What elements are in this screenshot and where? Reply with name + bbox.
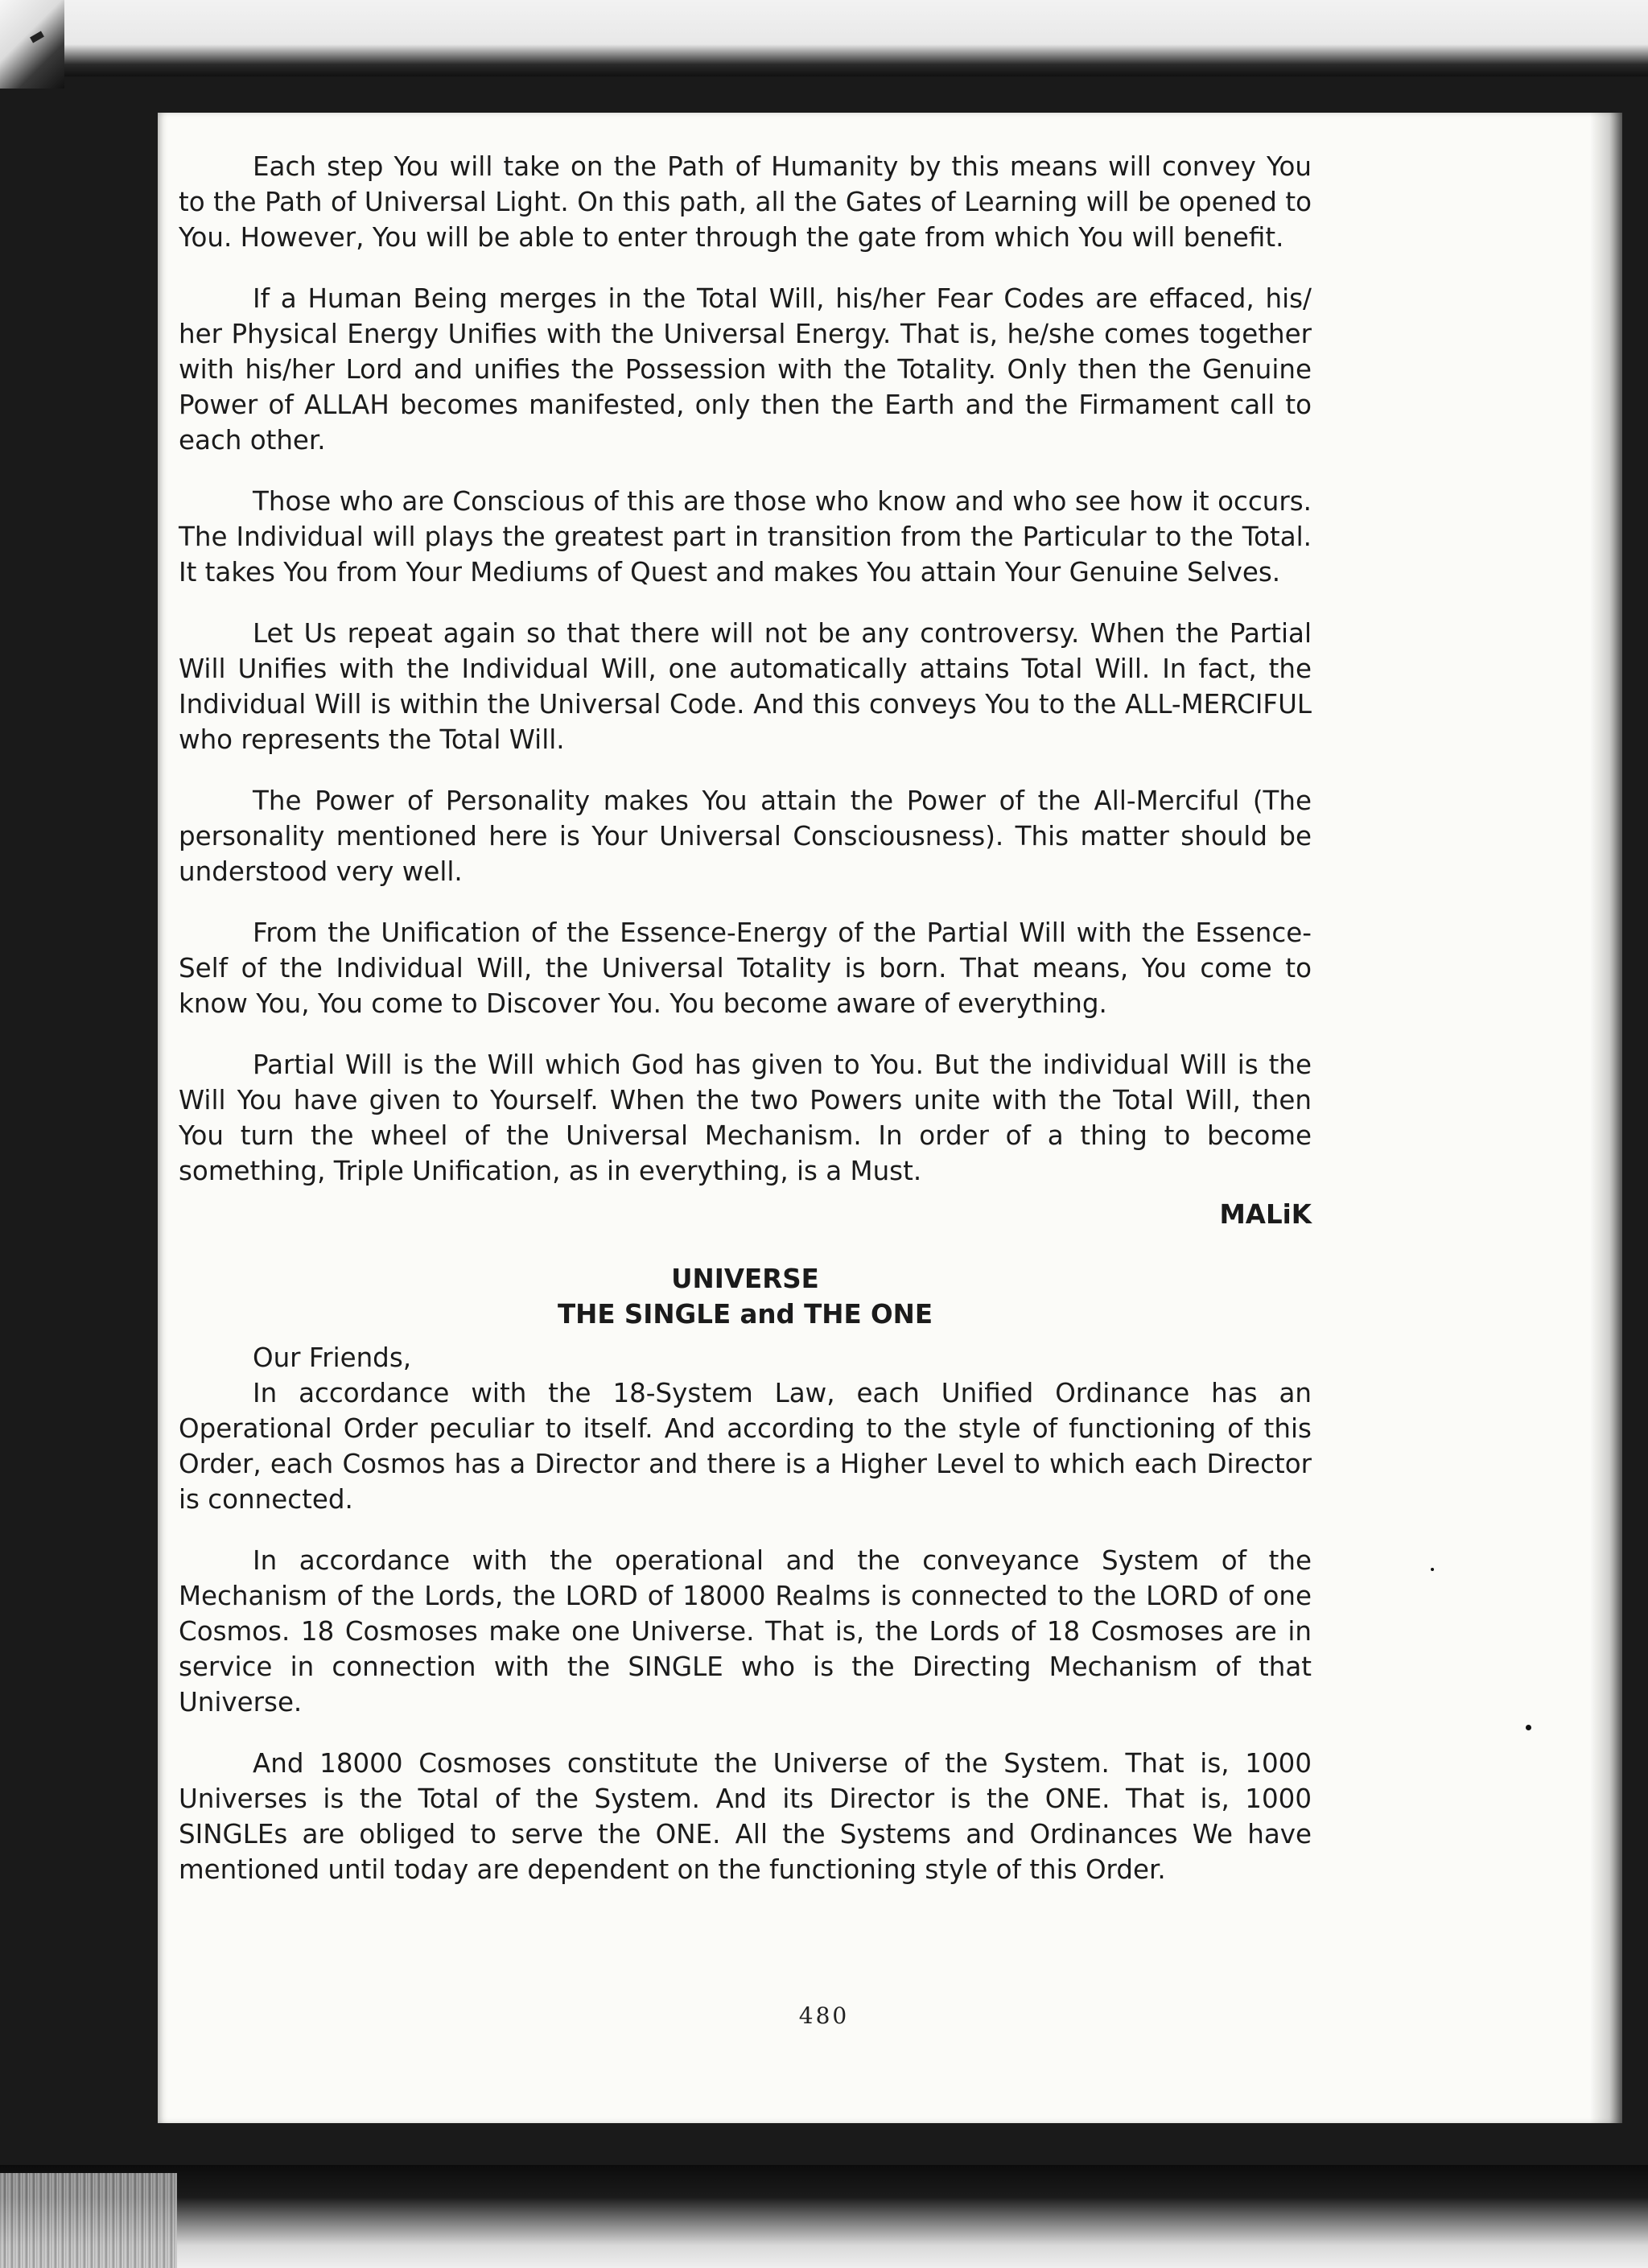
paragraph: If a Human Being merges in the Total Will, his/her Fear Codes are effaced, his/ her Physical Energy Unifies with the Universal Energy. That is, he/she comes together with his/her Lord and unifies the Possession with the Totality. Only then the Genuine Power of ALLAH becomes manifested, only then the Earth and the Firmament call to each other.: [179, 283, 1312, 456]
paragraph: Those who are Conscious of this are those who know and who see how it occurs. The Individual will plays the greatest part in transition from the Particular to the Total. It takes You from Your Mediums of Quest and makes You attain Your Genuine Selves.: [179, 486, 1312, 588]
paragraph: In accordance with the 18-System Law, each Unified Ordinance has an Operational Order peculiar to itself. And according to the style of functioning of this Order, each Cosmos has a Director and there is a Higher Level to which each Director is connected.: [179, 1378, 1312, 1515]
paragraph: Let Us repeat again so that there will not be any controversy. When the Partial Will Unifies with the Individual Will, one automatically attains Total Will. In fact, the Individual Will is within the Universal Code. And this conveys You to the ALL-MERCIFUL who represents the Total Will.: [179, 618, 1312, 755]
page-speck: [1431, 1568, 1434, 1571]
scan-top-edge: [0, 0, 1648, 76]
paragraph: In accordance with the operational and the conveyance System of the Mechanism of the Lords, the LORD of 18000 Realms is connected to the LORD of one Cosmos. 18 Cosmoses make one Universe. That is, the Lords of 18 Cosmoses are in service in connection with the SINGLE who is the Directing Mechanism of that Universe.: [179, 1545, 1312, 1717]
scan-bottom-edge: [0, 2165, 1648, 2268]
page-speck: [1526, 1725, 1531, 1730]
paragraph: And 18000 Cosmoses constitute the Universe of the System. That is, 1000 Universes is the Total of the System. And its Director is the ONE. That is, 1000 SINGLEs are obliged to serve the ONE. All the Systems and Ordinances We have mentioned until today are dependent on the functioning style of this Order.: [179, 1748, 1312, 1885]
scan-bottom-corner: [0, 2173, 177, 2268]
paragraph: The Power of Personality makes You attain the Power of the All-Merciful (The personality mentioned here is Your Universal Consciousness). This matter should be understood very well.: [179, 786, 1312, 887]
page-number: 480: [798, 2002, 850, 2029]
paragraph: From the Unification of the Essence-Energy of the Partial Will with the Essence-Self of the Individual Will, the Universal Totality is born. That means, You come to know You, You come to Discover You. You become aware of everything.: [179, 918, 1312, 1019]
scan-corner: [0, 0, 64, 89]
section-heading-line-2: THE SINGLE and THE ONE: [557, 1299, 933, 1330]
paragraph: Each step You will take on the Path of Humanity by this means will convey You to the Path of Universal Light. On this path, all the Gates of Learning will be opened to You. However, You will be able to enter through the gate from which You will benefit.: [179, 151, 1312, 253]
signature: MALiK: [1219, 1199, 1312, 1230]
paragraph: Partial Will is the Will which God has given to You. But the individual Will is the Will You have given to Yourself. When the two Powers unite with the Total Will, then You turn the wheel of the Universal Mechanism. In order of a thing to become something, Triple Unification, as in everything, is a Must.: [179, 1049, 1312, 1186]
page-text: [179, 149, 1312, 1913]
section-heading-line-1: UNIVERSE: [671, 1264, 819, 1294]
salutation: Our Friends,: [253, 1342, 412, 1373]
page-gutter-shadow: [1590, 113, 1622, 2123]
